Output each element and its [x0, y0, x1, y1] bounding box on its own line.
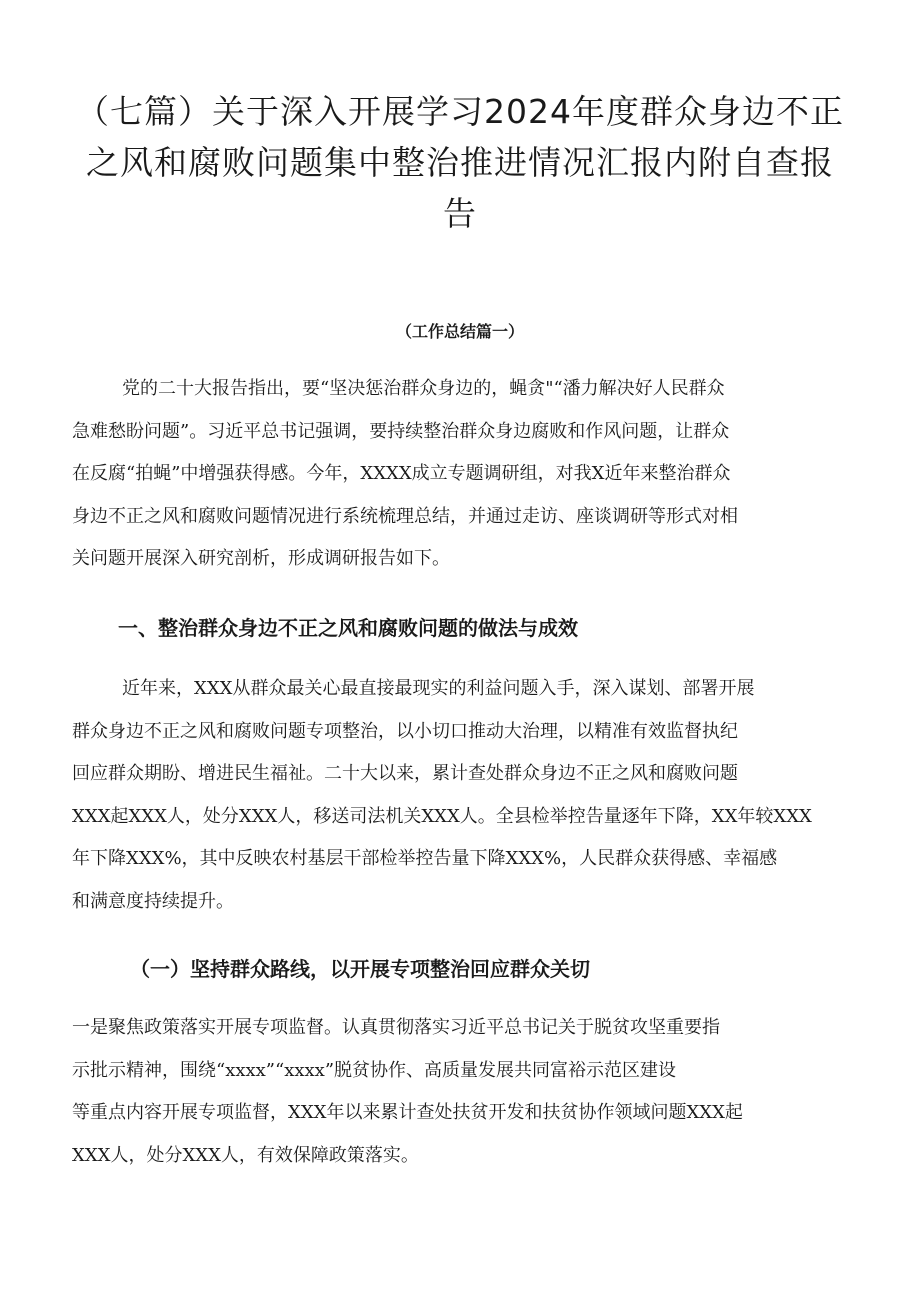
text-line: 党的二十大报告指出，要“坚决惩治群众身边的，蝇贪"“潘力解决好人民群众 — [122, 378, 725, 399]
document-title — [60, 86, 860, 239]
section-heading-1: 一、整治群众身边不正之风和腐败问题的做法与成效 — [118, 616, 578, 640]
text-line: 和满意度持续提升。 — [72, 890, 234, 912]
text-line: 年下降XXX%，其中反映农村基层干部检举控告量下降XXX%，人民群众获得感、幸福感 — [72, 848, 778, 869]
text-line: 一是聚焦政策落实开展专项监督。认真贯彻落实习近平总书记关于脱贫攻坚重要指 — [72, 1017, 720, 1038]
text-line: 示批示精神，围绕“xxxx”“xxxx”脱贫协作、高质量发展共同富裕示范区建设 — [72, 1059, 677, 1081]
text-line: 关问题开展深入研究剖析，形成调研报告如下。 — [72, 548, 450, 569]
text-line: 急难愁盼问题”。习近平总书记强调，要持续整治群众身边腐败和作风问题，让群众 — [72, 420, 730, 442]
text-line: 回应群众期盼、增进民生福祉。二十大以来，累计查处群众身边不正之风和腐败问题 — [72, 763, 738, 784]
text-line: 近年来，XXX从群众最关心最直接最现实的利益问题入手，深入谋划、部署开展 — [122, 678, 755, 699]
intro-paragraph — [72, 368, 867, 581]
title-line: （七篇）关于深入开展学习2024年度群众身边不正 — [76, 92, 844, 131]
title-line: 之风和腐败问题集中整治推进情况汇报内附自查报 — [86, 143, 834, 182]
text-line: XXX起XXX人，处分XXX人，移送司法机关XXX人。全县检举控告量逐年下降，XX年较XXX — [72, 805, 812, 827]
text-line: 群众身边不正之风和腐败问题专项整治，以小切口推动大治理，以精准有效监督执纪 — [72, 720, 738, 742]
section1-paragraph — [72, 668, 867, 923]
section2-paragraph — [72, 1007, 867, 1177]
text-line: 等重点内容开展专项监督，XXX年以来累计查处扶贫开发和扶贫协作领域问题XXX起 — [72, 1102, 743, 1123]
text-line: 在反腐“拍蝇”中增强获得感。今年，XXXX成立专题调研组，对我X近年来整治群众 — [72, 463, 731, 484]
section-heading-2: （一）坚持群众路线，以开展专项整治回应群众关切 — [130, 957, 590, 981]
text-line: XXX人，处分XXX人，有效保障政策落实。 — [72, 1144, 419, 1166]
document-subtitle: （工作总结篇一） — [395, 322, 524, 341]
title-line: 告 — [443, 194, 477, 233]
text-line: 身边不正之风和腐败问题情况进行系统梳理总结，并通过走访、座谈调研等形式对相 — [72, 505, 738, 527]
